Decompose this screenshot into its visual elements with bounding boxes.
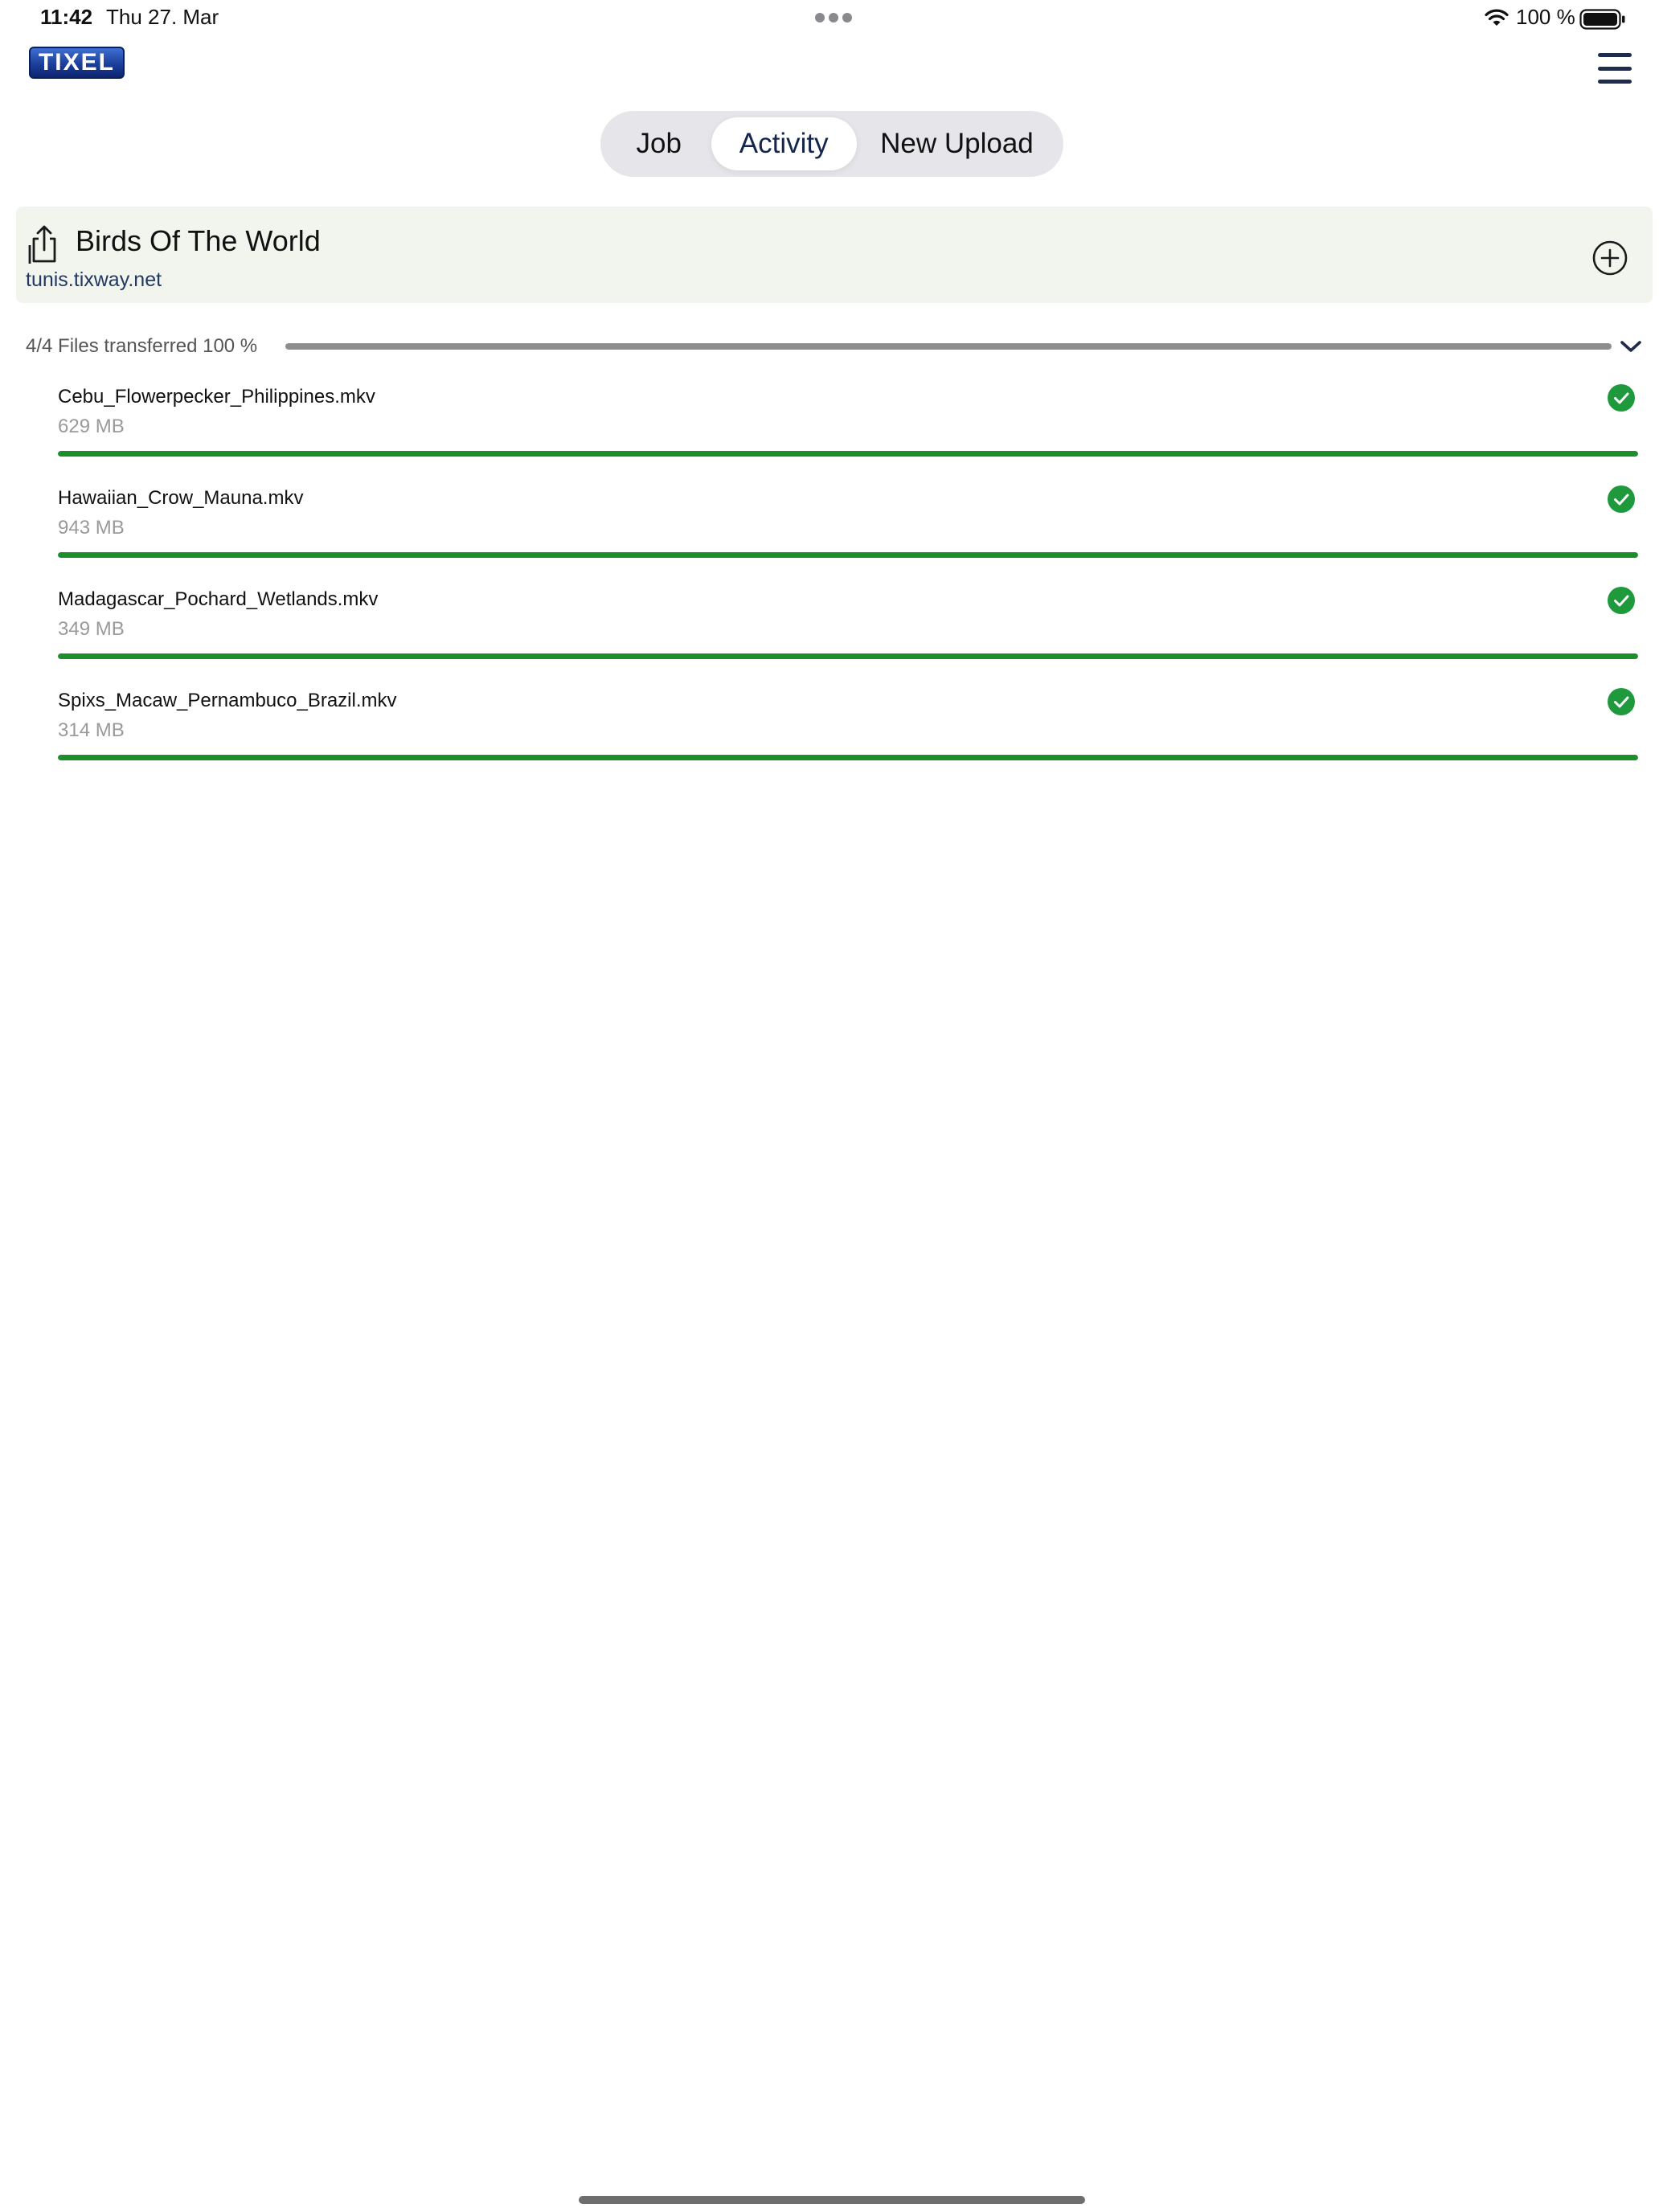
- file-progress-fill: [58, 755, 1638, 760]
- file-name: Hawaiian_Crow_Mauna.mkv: [58, 487, 304, 509]
- file-name: Spixs_Macaw_Pernambuco_Brazil.mkv: [58, 690, 397, 711]
- file-list: [58, 378, 1643, 783]
- battery-icon: [1579, 9, 1626, 30]
- tab-bar: [600, 111, 1063, 177]
- file-progress-bar: [58, 451, 1638, 457]
- overall-progress-bar: [285, 343, 1612, 350]
- file-progress-fill: [58, 552, 1638, 558]
- home-indicator[interactable]: [579, 2196, 1085, 2204]
- hamburger-menu-icon[interactable]: [1598, 53, 1632, 84]
- file-size: 943 MB: [58, 517, 125, 539]
- file-row[interactable]: [58, 682, 1643, 783]
- chevron-down-icon[interactable]: [1619, 338, 1643, 355]
- file-size: 349 MB: [58, 618, 125, 640]
- status-time: 11:42: [40, 5, 93, 29]
- tab-job[interactable]: Job: [636, 128, 682, 159]
- file-row[interactable]: [58, 378, 1643, 479]
- checkmark-circle-icon: [1608, 587, 1635, 614]
- job-title: Birds Of The World: [76, 224, 321, 257]
- checkmark-circle-icon: [1608, 485, 1635, 513]
- status-bar: [0, 0, 1659, 39]
- logo-text: TIXEL: [38, 49, 115, 76]
- checkmark-circle-icon: [1608, 688, 1635, 715]
- file-progress-bar: [58, 755, 1638, 760]
- plus-circle-icon[interactable]: [1591, 239, 1629, 277]
- file-progress-bar: [58, 552, 1638, 558]
- file-name: Cebu_Flowerpecker_Philippines.mkv: [58, 386, 375, 408]
- status-date: Thu 27. Mar: [106, 5, 219, 29]
- file-progress-bar: [58, 653, 1638, 659]
- file-progress-fill: [58, 653, 1638, 659]
- multitasking-dots-icon[interactable]: [815, 13, 852, 23]
- file-size: 314 MB: [58, 719, 125, 741]
- wifi-icon: [1484, 8, 1509, 27]
- file-name: Madagascar_Pochard_Wetlands.mkv: [58, 588, 379, 610]
- tab-new-upload[interactable]: New Upload: [880, 128, 1034, 159]
- overall-progress-fill: [285, 343, 1612, 350]
- checkmark-circle-icon: [1608, 384, 1635, 412]
- tixel-logo: [29, 47, 125, 79]
- file-row[interactable]: [58, 479, 1643, 580]
- file-size: 629 MB: [58, 416, 125, 437]
- job-host: tunis.tixway.net: [26, 268, 162, 291]
- transfer-summary: 4/4 Files transferred 100 %: [26, 335, 258, 357]
- upload-icon: [27, 224, 61, 264]
- tab-activity[interactable]: Activity: [711, 117, 857, 170]
- battery-percentage: 100 %: [1516, 5, 1575, 29]
- job-card[interactable]: [16, 207, 1653, 303]
- file-row[interactable]: [58, 580, 1643, 682]
- file-progress-fill: [58, 451, 1638, 457]
